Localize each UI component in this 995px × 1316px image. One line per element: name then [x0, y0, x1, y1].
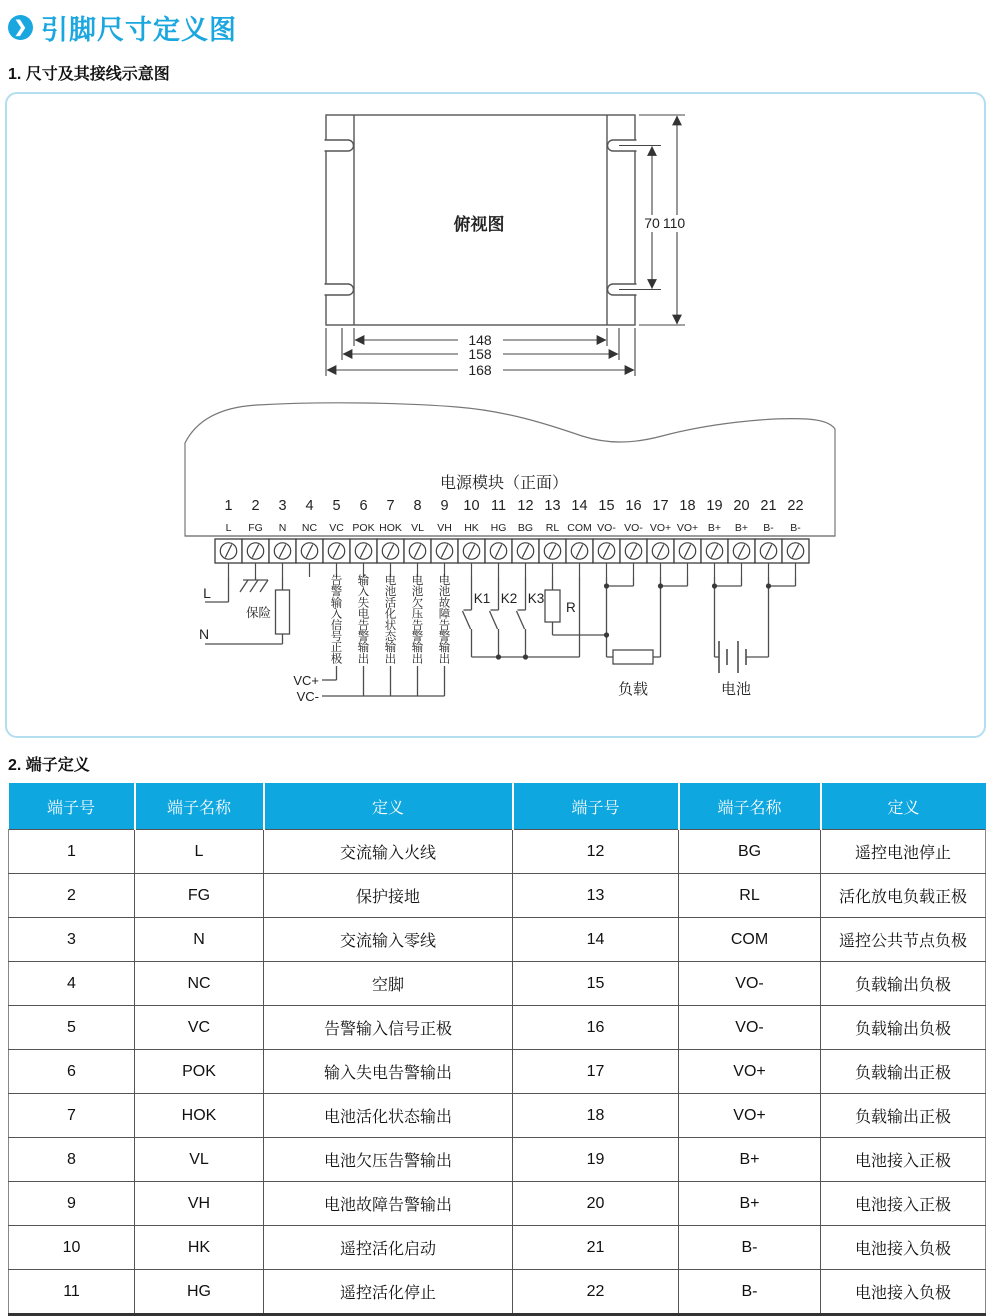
terminal-number: 2 [251, 498, 260, 514]
page-header [0, 0, 995, 47]
switch-k3-icon [517, 577, 526, 657]
dim-168: 168 [468, 362, 492, 378]
terminal-number: 19 [706, 498, 723, 514]
terminal-number: 17 [652, 498, 669, 514]
page-title: 引脚尺寸定义图 [41, 15, 237, 45]
definition-cell: 保护接地 [264, 874, 513, 918]
terminal-name-label: HK [464, 522, 479, 534]
diagram-svg [7, 94, 984, 736]
terminal-name-cell: VO- [679, 962, 821, 1006]
definition-cell: 负载输出负极 [821, 1006, 986, 1050]
terminal-name-label: B- [790, 522, 801, 534]
terminal-name-label: B+ [707, 522, 722, 534]
definition-cell: 交流输入零线 [264, 918, 513, 962]
terminal-name-label: VL [411, 522, 424, 534]
signal-labels [331, 573, 451, 665]
definition-cell: 输入失电告警输出 [264, 1050, 513, 1094]
terminal-no-cell: 15 [513, 962, 679, 1006]
terminal-name-cell: L [135, 830, 264, 874]
definition-cell: 电池接入负极 [821, 1226, 986, 1270]
table-row [9, 1182, 986, 1226]
module-label: 电源模块（正面） [439, 475, 569, 492]
resistor-icon [545, 590, 560, 622]
col-header-terminal-name: 端子名称 [679, 783, 821, 830]
table-row [9, 1270, 986, 1315]
terminal-name-label: COM [567, 522, 592, 534]
signal-label: 电池故障告警输出 [438, 575, 451, 666]
terminal-name-cell: HK [135, 1226, 264, 1270]
terminal-name-cell: HOK [135, 1094, 264, 1138]
terminal-number: 4 [305, 498, 314, 514]
terminal-no-cell: 7 [9, 1094, 135, 1138]
terminal-no-cell: 20 [513, 1182, 679, 1226]
terminal-number: 10 [463, 498, 480, 514]
terminal-table-body [9, 830, 986, 1315]
terminal-name-cell: B- [679, 1270, 821, 1315]
resistor-label: R [566, 600, 576, 615]
definition-cell: 电池活化状态输出 [264, 1094, 513, 1138]
terminal-name-label: FG [248, 522, 263, 534]
terminal-number: 18 [679, 498, 696, 514]
terminal-no-cell: 21 [513, 1226, 679, 1270]
terminal-no-cell: 3 [9, 918, 135, 962]
terminal-name-cell: B+ [679, 1138, 821, 1182]
switch-k3-label: K3 [527, 591, 545, 606]
table-row [9, 918, 986, 962]
definition-cell: 负载输出负极 [821, 962, 986, 1006]
terminal-no-cell: 16 [513, 1006, 679, 1050]
vc-minus-label: VC- [296, 689, 319, 704]
col-header-terminal-no: 端子号 [513, 783, 679, 830]
terminal-no-cell: 14 [513, 918, 679, 962]
table-row [9, 1138, 986, 1182]
definition-cell: 告警输入信号正极 [264, 1006, 513, 1050]
terminal-name-cell: N [135, 918, 264, 962]
definition-cell: 负载输出正极 [821, 1094, 986, 1138]
definition-cell: 活化放电负载正极 [821, 874, 986, 918]
terminal-name-label: L [225, 522, 232, 534]
definition-cell: 交流输入火线 [264, 830, 513, 874]
terminal-name-label: NC [301, 522, 318, 534]
definition-cell: 电池欠压告警输出 [264, 1138, 513, 1182]
load-icon [613, 650, 653, 664]
switch-k2-icon [490, 577, 499, 657]
table-row [9, 1226, 986, 1270]
terminal-no-cell: 22 [513, 1270, 679, 1315]
terminal-no-cell: 10 [9, 1226, 135, 1270]
terminal-no-cell: 8 [9, 1138, 135, 1182]
terminal-name-cell: NC [135, 962, 264, 1006]
terminal-name-label: VH [437, 522, 452, 534]
definition-cell: 负载输出正极 [821, 1050, 986, 1094]
ac-live-label: L [203, 585, 211, 601]
slot-left-bottom [325, 284, 354, 295]
terminal-no-cell: 1 [9, 830, 135, 874]
terminal-no-cell: 13 [513, 874, 679, 918]
table-row [9, 874, 986, 918]
terminal-number: 9 [440, 498, 449, 514]
terminal-name-label: VO- [597, 522, 616, 534]
signal-label: 告警输入信号正极 [330, 575, 343, 666]
terminal-number: 21 [760, 498, 777, 514]
terminal-number: 13 [544, 498, 561, 514]
definition-cell: 空脚 [264, 962, 513, 1006]
terminal-name-cell: B+ [679, 1182, 821, 1226]
terminal-no-cell: 5 [9, 1006, 135, 1050]
terminal-name-cell: HG [135, 1270, 264, 1315]
definition-cell: 遥控电池停止 [821, 830, 986, 874]
definition-cell: 遥控活化停止 [264, 1270, 513, 1315]
terminal-no-cell: 4 [9, 962, 135, 1006]
terminal-no-cell: 18 [513, 1094, 679, 1138]
table-row [9, 962, 986, 1006]
signal-label: 电池欠压告警输出 [411, 575, 424, 666]
section-1-heading: 1. 尺寸及其接线示意图 [8, 66, 170, 83]
table-row [9, 1094, 986, 1138]
definition-cell: 遥控活化启动 [264, 1226, 513, 1270]
terminal-name-cell: B- [679, 1226, 821, 1270]
section-arrow-icon: ❯ [8, 15, 33, 40]
terminal-name-label: B+ [734, 522, 749, 534]
top-view-label: 俯视图 [453, 215, 505, 234]
load-label: 负载 [617, 681, 649, 698]
table-row [9, 830, 986, 874]
col-header-definition: 定义 [821, 783, 986, 830]
terminal-number: 16 [625, 498, 642, 514]
section-2-heading: 2. 端子定义 [8, 757, 90, 774]
terminal-no-cell: 2 [9, 874, 135, 918]
terminal-number: 3 [278, 498, 287, 514]
definition-cell: 电池接入负极 [821, 1270, 986, 1315]
table-row [9, 1006, 986, 1050]
terminal-number: 20 [733, 498, 750, 514]
terminal-no-cell: 6 [9, 1050, 135, 1094]
terminal-number: 14 [571, 498, 588, 514]
battery-label: 电池 [720, 681, 752, 698]
terminal-name-cell: VL [135, 1138, 264, 1182]
ground-icon [240, 577, 268, 592]
terminal-name-cell: VO+ [679, 1094, 821, 1138]
definition-cell: 遥控公共节点负极 [821, 918, 986, 962]
terminal-number: 6 [359, 498, 368, 514]
terminal-name-cell: COM [679, 918, 821, 962]
terminal-no-cell: 17 [513, 1050, 679, 1094]
fuse-icon [276, 590, 290, 634]
terminal-table [8, 783, 986, 1316]
terminal-name-label: B- [763, 522, 774, 534]
ac-neutral-label: N [198, 626, 210, 642]
battery-icon [719, 641, 746, 673]
terminal-name-label: VC [329, 522, 344, 534]
terminal-name-cell: VH [135, 1182, 264, 1226]
dim-158: 158 [468, 346, 492, 362]
terminal-number: 15 [598, 498, 615, 514]
dim-70: 70 [644, 215, 660, 231]
table-row [9, 1050, 986, 1094]
terminal-number: 8 [413, 498, 422, 514]
terminal-name-label: VO+ [676, 522, 699, 534]
vc-plus-label: VC+ [293, 673, 319, 688]
terminal-name-cell: VO+ [679, 1050, 821, 1094]
dim-148: 148 [468, 332, 492, 348]
terminal-number: 11 [490, 498, 507, 514]
definition-cell: 电池接入正极 [821, 1182, 986, 1226]
fuse-label: 保险 [245, 606, 271, 620]
module-outline [185, 403, 835, 536]
definition-cell: 电池故障告警输出 [264, 1182, 513, 1226]
terminal-number: 5 [332, 498, 341, 514]
terminal-number: 12 [517, 498, 534, 514]
switch-k1-label: K1 [473, 591, 491, 606]
signal-label: 输入失电告警输出 [357, 575, 370, 666]
switch-k1-icon [463, 577, 472, 657]
col-header-definition: 定义 [264, 783, 513, 830]
terminal-name-label: VO+ [649, 522, 672, 534]
terminal-name-label: RL [545, 522, 560, 534]
terminal-table-header [9, 783, 986, 830]
terminal-name-cell: BG [679, 830, 821, 874]
slot-left-top [325, 140, 354, 151]
terminal-name-label: HG [490, 522, 507, 534]
terminal-name-label: POK [352, 522, 375, 534]
terminal-name-cell: FG [135, 874, 264, 918]
signal-label: 电池活化状态输出 [384, 575, 397, 666]
terminal-no-cell: 12 [513, 830, 679, 874]
col-header-terminal-no: 端子号 [9, 783, 135, 830]
switch-k2-label: K2 [500, 591, 518, 606]
terminal-number: 1 [224, 498, 233, 514]
dim-110: 110 [662, 215, 686, 231]
terminal-no-cell: 11 [9, 1270, 135, 1315]
col-header-terminal-name: 端子名称 [135, 783, 264, 830]
terminal-name-cell: VO- [679, 1006, 821, 1050]
definition-cell: 电池接入正极 [821, 1138, 986, 1182]
dimension-wiring-diagram [5, 92, 986, 738]
terminal-no-cell: 9 [9, 1182, 135, 1226]
terminal-name-cell: RL [679, 874, 821, 918]
terminal-name-cell: VC [135, 1006, 264, 1050]
terminal-name-cell: POK [135, 1050, 264, 1094]
terminal-number: 22 [787, 498, 804, 514]
terminal-name-label: VO- [624, 522, 643, 534]
terminal-name-label: BG [517, 522, 534, 534]
terminal-name-label: N [278, 522, 287, 534]
terminal-name-label: HOK [379, 522, 402, 534]
terminal-no-cell: 19 [513, 1138, 679, 1182]
terminal-number: 7 [386, 498, 395, 514]
